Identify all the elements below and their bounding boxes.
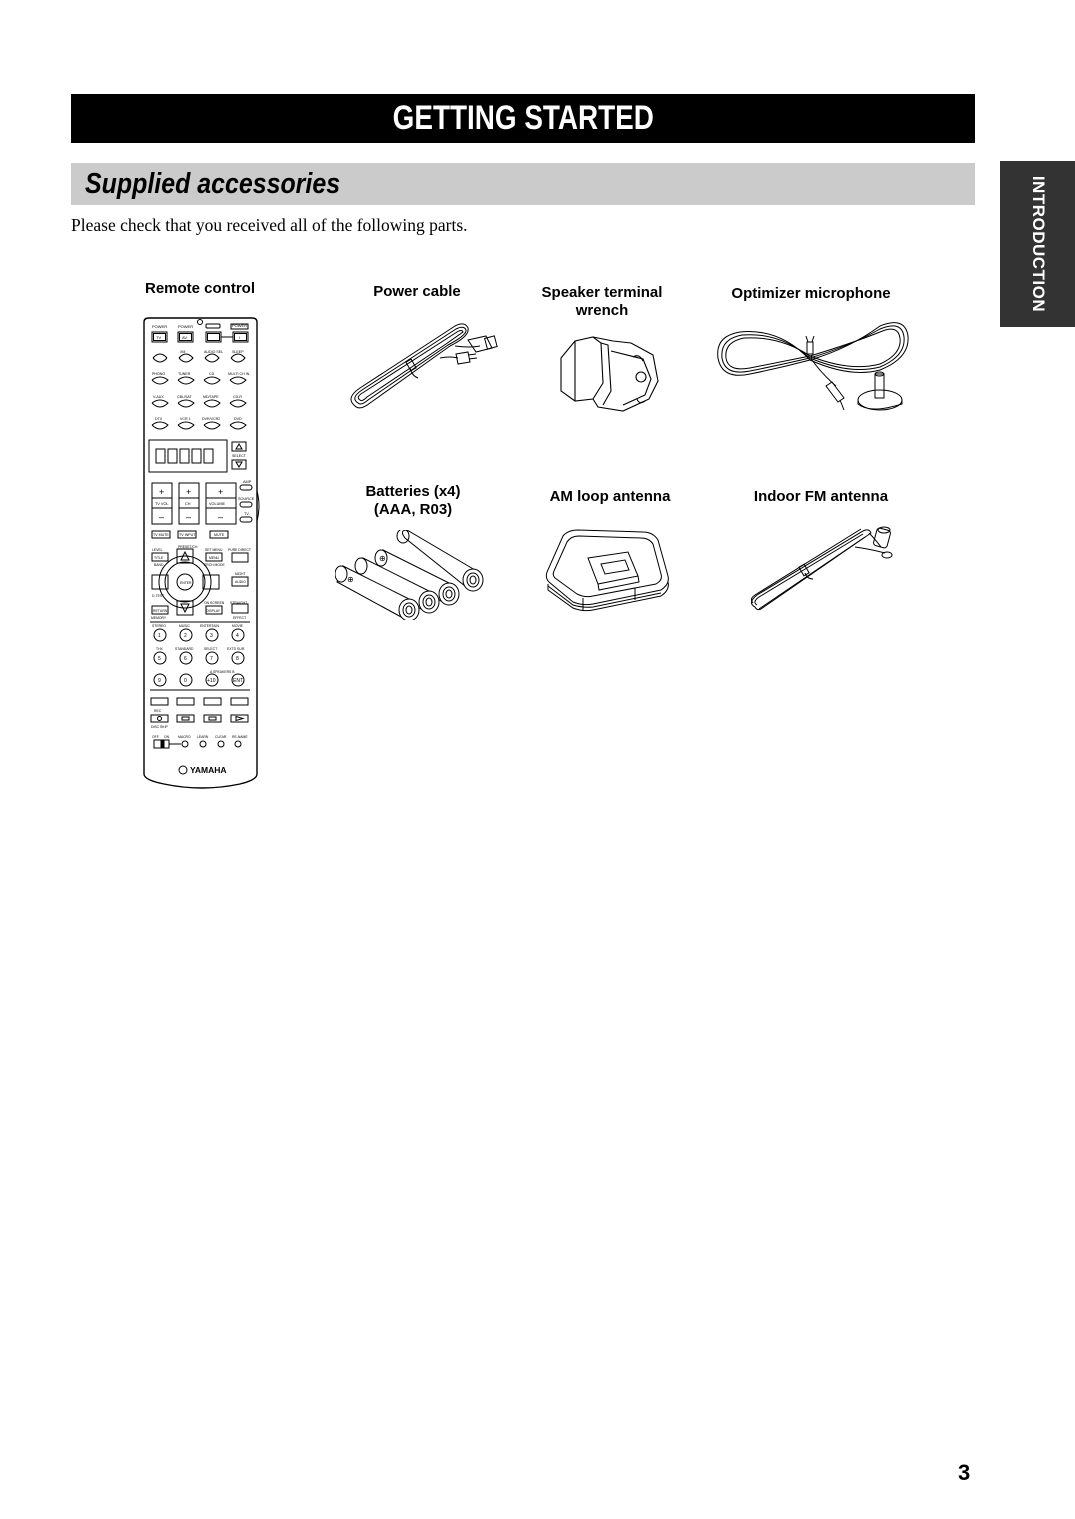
svg-text:+: +	[159, 487, 165, 497]
label-line: AM loop antenna	[549, 488, 671, 505]
brand-logo: YAMAHA	[190, 765, 227, 775]
chapter-banner	[71, 94, 975, 143]
side-tab-label: INTRODUCTION	[1028, 175, 1048, 313]
remote-label: XM	[180, 350, 186, 354]
remote-label: RETURN	[153, 609, 168, 613]
remote-label: EFFECT	[233, 616, 247, 620]
svg-text:⊕: ⊕	[347, 575, 354, 584]
remote-label: V-AUX	[153, 395, 164, 399]
remote-label: TV MUTE	[153, 533, 169, 537]
svg-text:⊕: ⊕	[379, 554, 386, 563]
label-line: (AAA, R03)	[373, 501, 453, 518]
label-wrench	[522, 284, 682, 320]
svg-text:+: +	[218, 487, 224, 497]
remote-label: BAND	[154, 563, 164, 567]
svg-text:–: –	[159, 512, 165, 522]
remote-label: DVR/VCR2	[202, 417, 221, 421]
label-line: wrench	[575, 302, 629, 319]
label-line: Optimizer microphone	[731, 285, 891, 302]
remote-label: MOVIE	[232, 624, 243, 628]
remote-label: D-TEST	[152, 594, 165, 598]
remote-label: THX	[156, 647, 163, 651]
label-remote-control	[130, 280, 270, 298]
svg-text:–: –	[186, 512, 192, 522]
batteries-illustration	[335, 530, 500, 620]
remote-label: LEVEL	[152, 548, 163, 552]
intro-text: Please check that you received all of the following parts.	[71, 215, 468, 235]
label-line: Speaker terminal	[541, 284, 663, 301]
remote-label: 0	[184, 678, 187, 684]
remote-label: SET MENU	[205, 548, 223, 552]
microphone-illustration	[710, 318, 910, 423]
remote-label: MENU	[209, 556, 219, 560]
remote-label: 4	[236, 633, 239, 639]
remote-label: 5	[158, 656, 161, 662]
remote-label: PRESET/CH	[178, 545, 198, 549]
remote-label: POWER	[152, 324, 168, 329]
remote-label: 9	[158, 678, 161, 684]
remote-label: ON	[164, 735, 170, 739]
svg-text:+: +	[186, 487, 192, 497]
remote-label: 1	[158, 633, 161, 639]
remote-label: I	[239, 335, 241, 340]
remote-label: AUDIO SEL	[204, 350, 224, 354]
am-antenna-illustration	[543, 528, 673, 613]
fm-antenna-illustration	[745, 525, 895, 615]
label-batteries	[343, 483, 483, 519]
remote-label: 8	[236, 656, 239, 662]
remote-label: MACRO	[178, 735, 191, 739]
remote-label: TV	[244, 512, 249, 516]
remote-label: AMP	[243, 480, 252, 484]
remote-label: SRCH MODE	[204, 563, 225, 567]
label-fm-antenna	[740, 488, 902, 506]
remote-label: MUSIC	[179, 624, 190, 628]
remote-label: PURE DIRECT	[228, 548, 251, 552]
remote-label: DVD	[234, 417, 242, 421]
remote-label: MULTI CH IN	[228, 372, 250, 376]
label-am-antenna	[535, 488, 685, 506]
remote-label: DISPLAY	[206, 609, 221, 613]
remote-label: SLEEP	[232, 350, 244, 354]
remote-label: VOLUME	[209, 502, 226, 506]
power-cable-illustration	[340, 318, 510, 413]
remote-label: STANDARD	[175, 647, 194, 651]
remote-label: CBL/SAT	[177, 395, 192, 399]
remote-label: SELECT	[232, 454, 246, 458]
remote-label: TUNER	[178, 372, 191, 376]
remote-label: OFF	[152, 735, 159, 739]
remote-label: A SPEAKERS B	[210, 670, 235, 674]
remote-label: CD-R	[233, 395, 242, 399]
remote-label: POWER	[232, 323, 248, 328]
remote-label: ENTERTAIN	[200, 624, 219, 628]
remote-label: ON SCREEN	[204, 601, 225, 605]
remote-label: AUDIO	[235, 580, 246, 584]
remote-label: TV VOL	[155, 502, 169, 506]
remote-label: LEARN	[197, 735, 209, 739]
remote-label: NIGHT	[235, 572, 246, 576]
section-title: Supplied accessories	[85, 167, 341, 200]
remote-label: MD/TAPE	[203, 395, 219, 399]
remote-label: 3	[210, 633, 213, 639]
remote-label: 2	[184, 633, 187, 639]
remote-label: AV	[182, 335, 188, 340]
svg-text:–: –	[218, 512, 224, 522]
remote-label: STEREO	[152, 624, 166, 628]
remote-label: STRAIGHT	[230, 601, 248, 605]
remote-label: POWER	[178, 324, 194, 329]
remote-label: DTV	[155, 417, 163, 421]
wrench-illustration	[553, 333, 668, 413]
remote-label: 6	[184, 656, 187, 662]
remote-label: CLEAR	[215, 735, 227, 739]
label-microphone	[720, 285, 902, 303]
remote-label: SELECT	[204, 647, 218, 651]
remote-label: EXTD SUR.	[227, 647, 246, 651]
remote-label: MUTE	[214, 533, 225, 537]
remote-label: SOURCE	[238, 497, 255, 501]
chapter-title: GETTING STARTED	[392, 99, 654, 137]
remote-label: TITLE	[154, 556, 164, 560]
remote-label: ENTER	[180, 581, 192, 585]
label-power-cable	[347, 283, 487, 301]
remote-label: CH	[185, 502, 191, 506]
remote-label: RE-NAME	[232, 735, 248, 739]
side-tab-introduction	[1000, 161, 1075, 327]
remote-label: ENT.	[233, 678, 244, 684]
remote-label: REC	[154, 709, 162, 713]
remote-label: +10	[207, 678, 216, 684]
label-line: Indoor FM antenna	[753, 488, 889, 505]
remote-label: MEMORY	[151, 616, 167, 620]
remote-label: VCR 1	[180, 417, 191, 421]
remote-label: PHONO	[152, 372, 166, 376]
remote-control-illustration	[140, 316, 265, 791]
label-line: Batteries (x4)	[365, 483, 461, 500]
remote-label: 7	[210, 656, 213, 662]
section-header	[71, 163, 975, 205]
remote-label: CD	[209, 372, 215, 376]
remote-label: DISC SKIP	[151, 725, 168, 729]
remote-label: TV	[156, 335, 162, 340]
label-line: Remote control	[144, 280, 255, 297]
remote-label: TV INPUT	[179, 533, 196, 537]
page-number: 3	[958, 1460, 971, 1485]
label-line: Power cable	[373, 283, 461, 300]
